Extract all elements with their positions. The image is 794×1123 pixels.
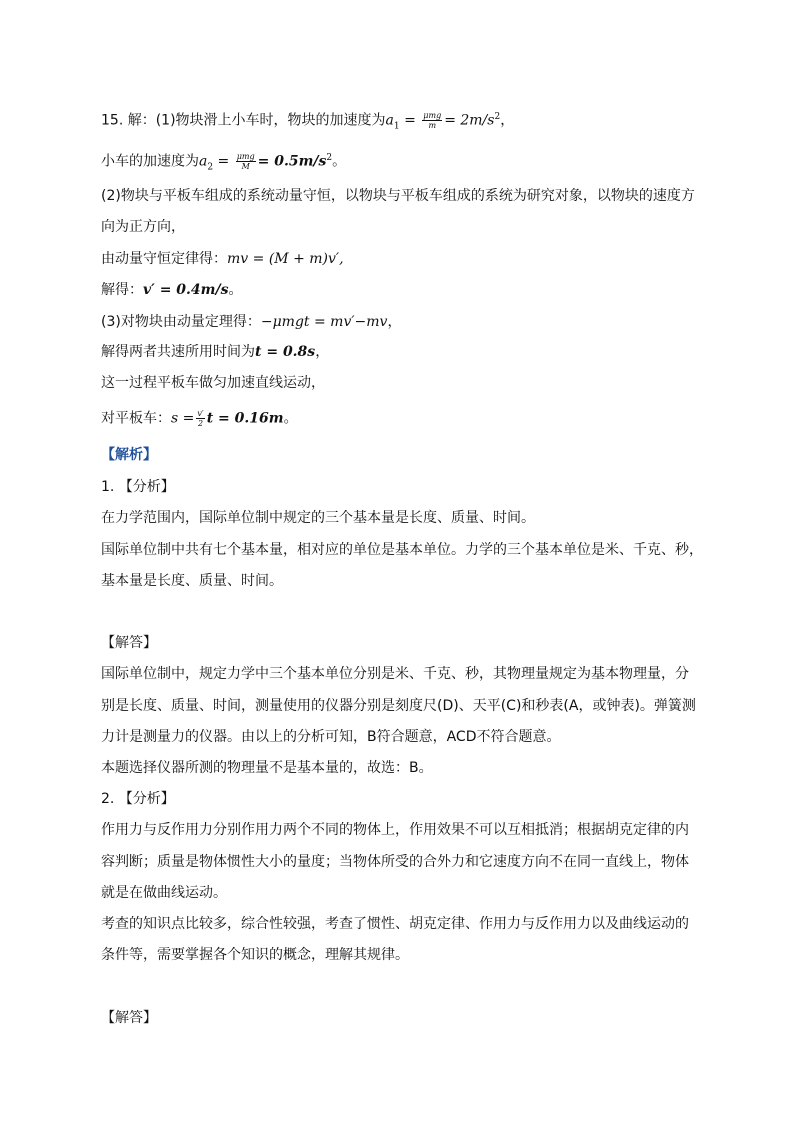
- q2-analysis-line-5: 条件等，需要掌握各个知识的概念，理解其规律。: [101, 947, 409, 963]
- q1-solve-line-4: 本题选择仪器所测的物理量不是基本量的，故选：B。: [101, 760, 433, 776]
- a2-fraction: [236, 152, 256, 171]
- distance-result: t = 0.16m: [206, 410, 284, 427]
- p3-line-1-text: (3)对物块由动量定理得：: [101, 314, 261, 330]
- solution-15-line-2: 小车的加速度为$a_2$ = $\frac{\text{μmg}}{M}$ = $0.5m/s^2$。: [101, 152, 347, 173]
- p2-line-2: 向为正方向，: [101, 219, 185, 235]
- time-result: t = 0.8s: [255, 344, 316, 360]
- a1-result-exponent: 2: [494, 112, 501, 122]
- p3-line-4-end: 。: [283, 410, 298, 427]
- s-fraction-denominator: 2: [198, 419, 204, 428]
- s-fraction-numerator: v′: [197, 409, 204, 418]
- p3-line-4-text: 对平板车：: [101, 410, 171, 427]
- p3-line-4: [101, 409, 298, 428]
- a2-text: 小车的加速度为: [101, 153, 199, 170]
- q1-analysis-label: 1. 【分析】: [101, 479, 175, 495]
- s-symbol: s =: [171, 410, 195, 427]
- solution-15-line-1: 15. 解：(1)物块滑上小车时，物块的加速度为$a_1$ = $\frac{\text{μmg}}{m}$ = $2m/s^2$，: [101, 111, 515, 132]
- p2-line-3: [101, 250, 344, 268]
- q2-analysis-line-1: 作用力与反作用力分别作用力两个不同的物体上，作用效果不可以互相抵消；根据胡克定律的内: [101, 822, 689, 838]
- a2-subscript: 2: [207, 162, 214, 173]
- p2-line-4: [101, 281, 242, 299]
- p3-line-1: [101, 313, 401, 331]
- q1-solve-line-1: 国际单位制中，规定力学中三个基本单位分别是米、千克、秒，其物理量规定为基本物理量，分: [101, 666, 689, 682]
- q1-solve-header: 【解答】: [101, 635, 157, 651]
- a1-fraction-numerator: μmg: [423, 111, 442, 121]
- s-fraction: [196, 409, 204, 428]
- p3-line-3: 这一过程平板车做匀加速直线运动，: [101, 375, 325, 391]
- a2-symbol: a: [199, 153, 208, 170]
- a1-end: ，: [500, 112, 515, 129]
- q1-analysis-line-2: 国际单位制中共有七个基本量，相对应的单位是基本单位。力学的三个基本单位是米、千克、秒，: [101, 542, 703, 558]
- q1-solve-line-2: 别是长度、质量、时间，测量使用的仪器分别是刻度尺(D)、天平(C)和秒表(A，或钟表)。弹簧测: [101, 698, 696, 714]
- analysis-header: 【解析】: [101, 447, 157, 463]
- p2-line-4-text: 解得：: [101, 282, 143, 298]
- p2-line-3-text: 由动量守恒定律得：: [101, 251, 227, 267]
- p3-line-1-end: ，: [387, 314, 402, 330]
- a1-result: = 2m/s: [444, 112, 495, 129]
- a2-fraction-denominator: M: [241, 162, 250, 172]
- a2-result-exponent: 2: [326, 153, 333, 163]
- a2-end: 。: [332, 153, 347, 170]
- a2-fraction-numerator: μmg: [236, 152, 255, 162]
- q1-analysis-line-1: 在力学范围内，国际单位制中规定的三个基本量是长度、质量、时间。: [101, 510, 535, 526]
- q2-analysis-line-3: 就是在做曲线运动。: [101, 885, 227, 901]
- a2-result: = 0.5m/s: [257, 153, 327, 170]
- p2-line-4-end: 。: [228, 282, 243, 298]
- v-prime-result: v′ = 0.4m/s: [143, 282, 229, 298]
- a1-symbol: a: [385, 112, 394, 129]
- p3-line-2: [101, 343, 329, 361]
- a1-subscript: 1: [393, 121, 400, 132]
- a1-fraction-denominator: m: [428, 121, 437, 131]
- p2-line-1: (2)物块与平板车组成的系统动量守恒，以物块与平板车组成的系统为研究对象，以物块的速度方: [101, 188, 695, 204]
- q2-analysis-line-4: 考查的知识点比较多，综合性较强，考查了惯性、胡克定律、作用力与反作用力以及曲线运动的: [101, 916, 689, 932]
- a1-fraction: [422, 111, 442, 130]
- p3-line-2-text: 解得两者共速所用时间为: [101, 344, 255, 360]
- q2-analysis-line-2: 容判断；质量是物体惯性大小的量度；当物体所受的合外力和它速度方向不在同一直线上，物体: [101, 854, 689, 870]
- q1-solve-line-3: 力计是测量力的仪器。由以上的分析可知，B符合题意，ACD不符合题意。: [101, 729, 561, 745]
- q2-analysis-label: 2. 【分析】: [101, 791, 175, 807]
- q2-solve-header: 【解答】: [101, 1010, 157, 1026]
- q1-analysis-line-3: 基本量是长度、质量、时间。: [101, 573, 283, 589]
- impulse-equation: −μmgt = mv′−mv: [260, 314, 388, 330]
- solution-15-label: 15. 解：(1)物块滑上小车时，物块的加速度为: [101, 112, 386, 129]
- momentum-equation: mv = (M + m)v′,: [227, 251, 344, 267]
- p3-line-2-end: ，: [315, 344, 330, 360]
